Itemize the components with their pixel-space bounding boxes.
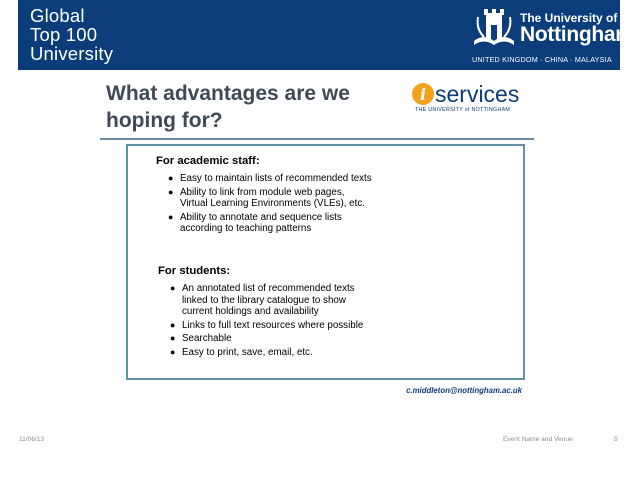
footer-date: 11/06/13 — [19, 436, 45, 443]
bullet-icon: ● — [168, 186, 174, 197]
header-banner — [18, 0, 634, 70]
footer-event: Event Name and Venue — [503, 436, 573, 443]
bullet-icon: ● — [168, 211, 174, 222]
slide-image — [100, 74, 534, 404]
page-number: 5 — [614, 436, 618, 443]
logo-subtitle: THE UNIVERSITY of NOTTINGHAM — [415, 107, 511, 113]
list-item: ● An annotated list of recommended texts linked to the library catalogue to show current holdings and availability — [170, 283, 355, 317]
staff-bullet-list — [166, 173, 372, 237]
tagline-line: Global — [30, 5, 85, 26]
list-item: ● Links to full text resources where possible — [170, 319, 364, 331]
section-heading-students: For students: — [158, 265, 231, 277]
tagline — [30, 6, 113, 63]
university-crest-icon — [470, 3, 518, 49]
list-item: ● Searchable — [170, 333, 232, 344]
slide-divider — [100, 138, 534, 140]
list-item: ● Ability to link from module web pages, Virtual Learning Environments (VLEs), etc. — [168, 186, 365, 209]
info-i-icon: i — [412, 83, 434, 105]
students-bullet-list — [168, 283, 363, 360]
slide-title-line: hoping for? — [106, 109, 223, 132]
bullet-icon: ● — [170, 283, 176, 293]
list-item: ● Ability to annotate and sequence lists according to teaching patterns — [168, 211, 342, 234]
tagline-line: University — [30, 43, 114, 64]
list-item: ● Easy to print, save, email, etc. — [170, 346, 313, 358]
list-item: ● Easy to maintain lists of recommended texts — [168, 173, 372, 184]
university-name-line1: The University of — [520, 11, 618, 25]
bullet-icon: ● — [168, 173, 174, 183]
bullet-icon: ● — [170, 319, 176, 330]
content-box — [126, 144, 525, 380]
campus-list: UNITED KINGDOM · CHINA · MALAYSIA — [472, 55, 612, 64]
contact-email: c.middleton@nottingham.ac.uk — [406, 386, 522, 395]
information-services-logo — [412, 82, 519, 113]
logo-word: services — [435, 81, 520, 107]
slide-title — [106, 80, 350, 134]
slide-title-line: What advantages are we — [106, 82, 350, 105]
section-heading-staff: For academic staff: — [156, 155, 260, 167]
bullet-icon: ● — [170, 346, 176, 357]
bullet-icon: ● — [170, 333, 176, 343]
tagline-line: Top 100 — [30, 24, 98, 45]
university-name-line2: Nottingham — [520, 23, 634, 46]
